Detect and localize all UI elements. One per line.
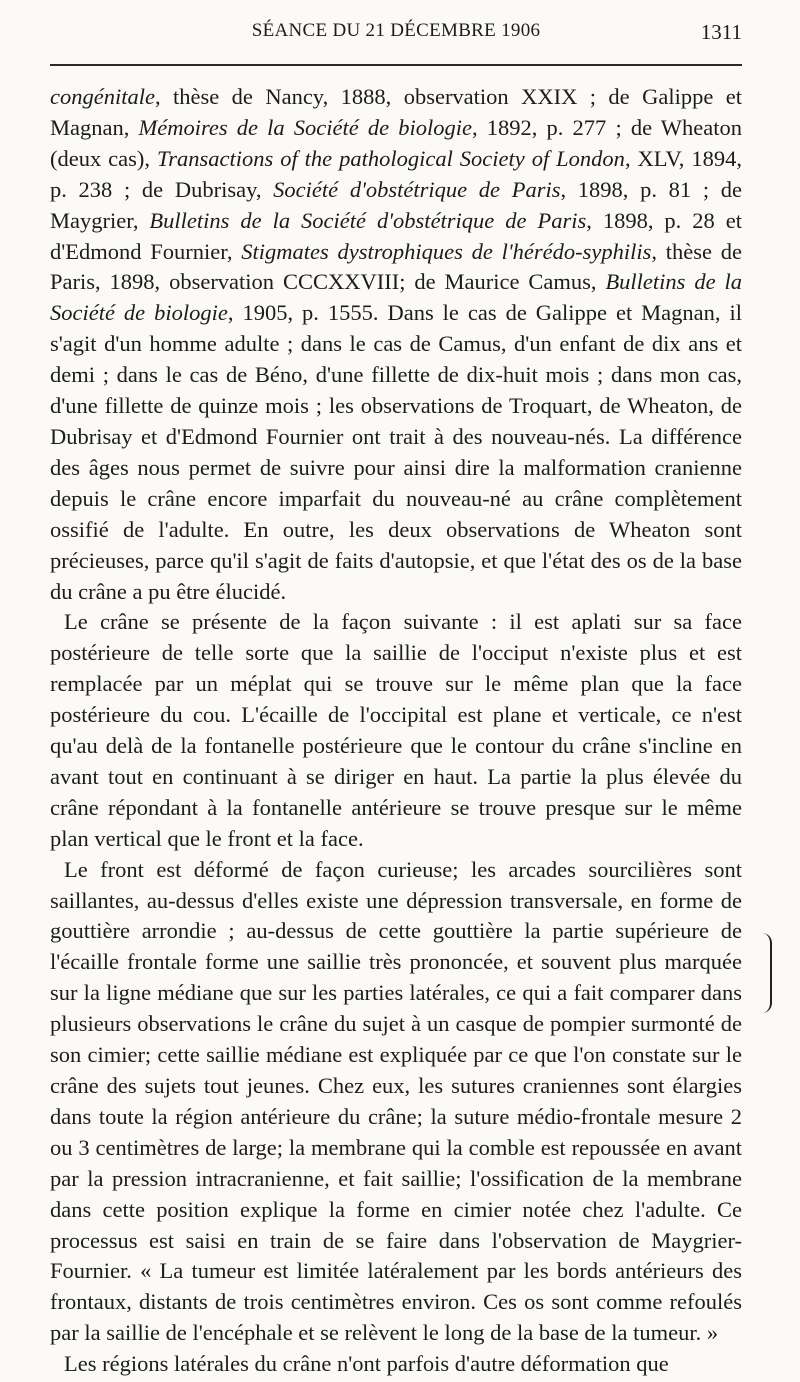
paragraph: Les régions latérales du crâne n'ont parfois d'autre déformation que: [64, 1351, 669, 1377]
margin-bracket-mark: [760, 933, 772, 1013]
paragraph: Le front est déformé de façon curieuse; les arcades sourcilières sont saillantes, au-dessus d'elles existe une dépression transversale, en forme de gouttière arrondie ; au-dessus de cette gouttière la partie supérieure de l'écaille frontale forme une saillie très prononcée, et souvent plus marquée sur la ligne médiane que sur les parties latérales, ce qui a fait comparer dans plusieurs observations le crâne du sujet à un casque de pompier surmonté de son cimier; cette saillie médiane est expliquée par ce que l'on constate sur le crâne des sujets tout jeunes. Chez eux, les sutures craniennes sont élargies dans toute la région antérieure du crâne; la suture médio-frontale mesure 2 ou 3 centimètres de large; la membrane qui la comble est repoussée en avant par la pression intracranienne, et fait saillie; l'ossification de la membrane dans cette position explique la forme en cimier notée chez l'adulte. Ce processus est saisi en train de se faire dans l'observation de Maygrier-Fournier. « La tumeur est limitée latéralement par les bords antérieurs des frontaux, distants de trois centimètres environ. Ces os sont comme refoulés par la saillie de l'encéphale et se relèvent le long de la base de la tumeur. »: [50, 856, 742, 1346]
running-title: SÉANCE DU 21 DÉCEMBRE 1906: [251, 20, 541, 41]
header-rule: [50, 64, 742, 66]
page-number: 1311: [700, 20, 742, 44]
paragraph: Le crâne se présente de la façon suivante : il est aplati sur sa face postérieure de telle sorte que la saillie de l'occiput n'existe plus et est remplacée par un méplat qui se trouve sur le même plan que la face postérieure du cou. L'écaille de l'occipital est plane et verticale, ce n'est qu'au delà de la fontanelle postérieure que le contour du crâne s'incline en avant tout en continuant à se diriger en haut. La partie la plus élevée du crâne répondant à la fontanelle antérieure se trouve presque sur le même plan vertical que le front et la face.: [50, 609, 742, 851]
body-text: [50, 82, 742, 1380]
page-header: [50, 20, 742, 50]
paragraph: congénitale, thèse de Nancy, 1888, observation XXIX ; de Galippe et Magnan, Mémoires de la Société de biologie, 1892, p. 277 ; de Wheaton (deux cas), Transactions of the pathological Society of London, XLV, 1894, p. 238 ; de Dubrisay, Société d'obstétrique de Paris, 1898, p. 81 ; de Maygrier, Bulletins de la Société d'obstétrique de Paris, 1898, p. 28 et d'Edmond Fournier, Stigmates dystrophiques de l'hérédo-syphilis, thèse de Paris, 1898, observation CCCXXVIII; de Maurice Camus, Bulletins de la Société de biologie, 1905, p. 1555. Dans le cas de Galippe et Magnan, il s'agit d'un homme adulte ; dans le cas de Camus, d'un enfant de dix ans et demi ; dans le cas de Béno, d'une fillette de dix-huit mois ; dans mon cas, d'une fillette de quinze mois ; les observations de Troquart, de Wheaton, de Dubrisay et d'Edmond Fournier ont trait à des nouveau-nés. La différence des âges nous permet de suivre pour ainsi dire la malformation cranienne depuis le crâne encore imparfait du nouveau-né au crâne complètement ossifié de l'adulte. En outre, les deux observations de Wheaton sont précieuses, parce qu'il s'agit de faits d'autopsie, et que l'état des os de la base du crâne a pu être élucidé.: [50, 84, 743, 604]
